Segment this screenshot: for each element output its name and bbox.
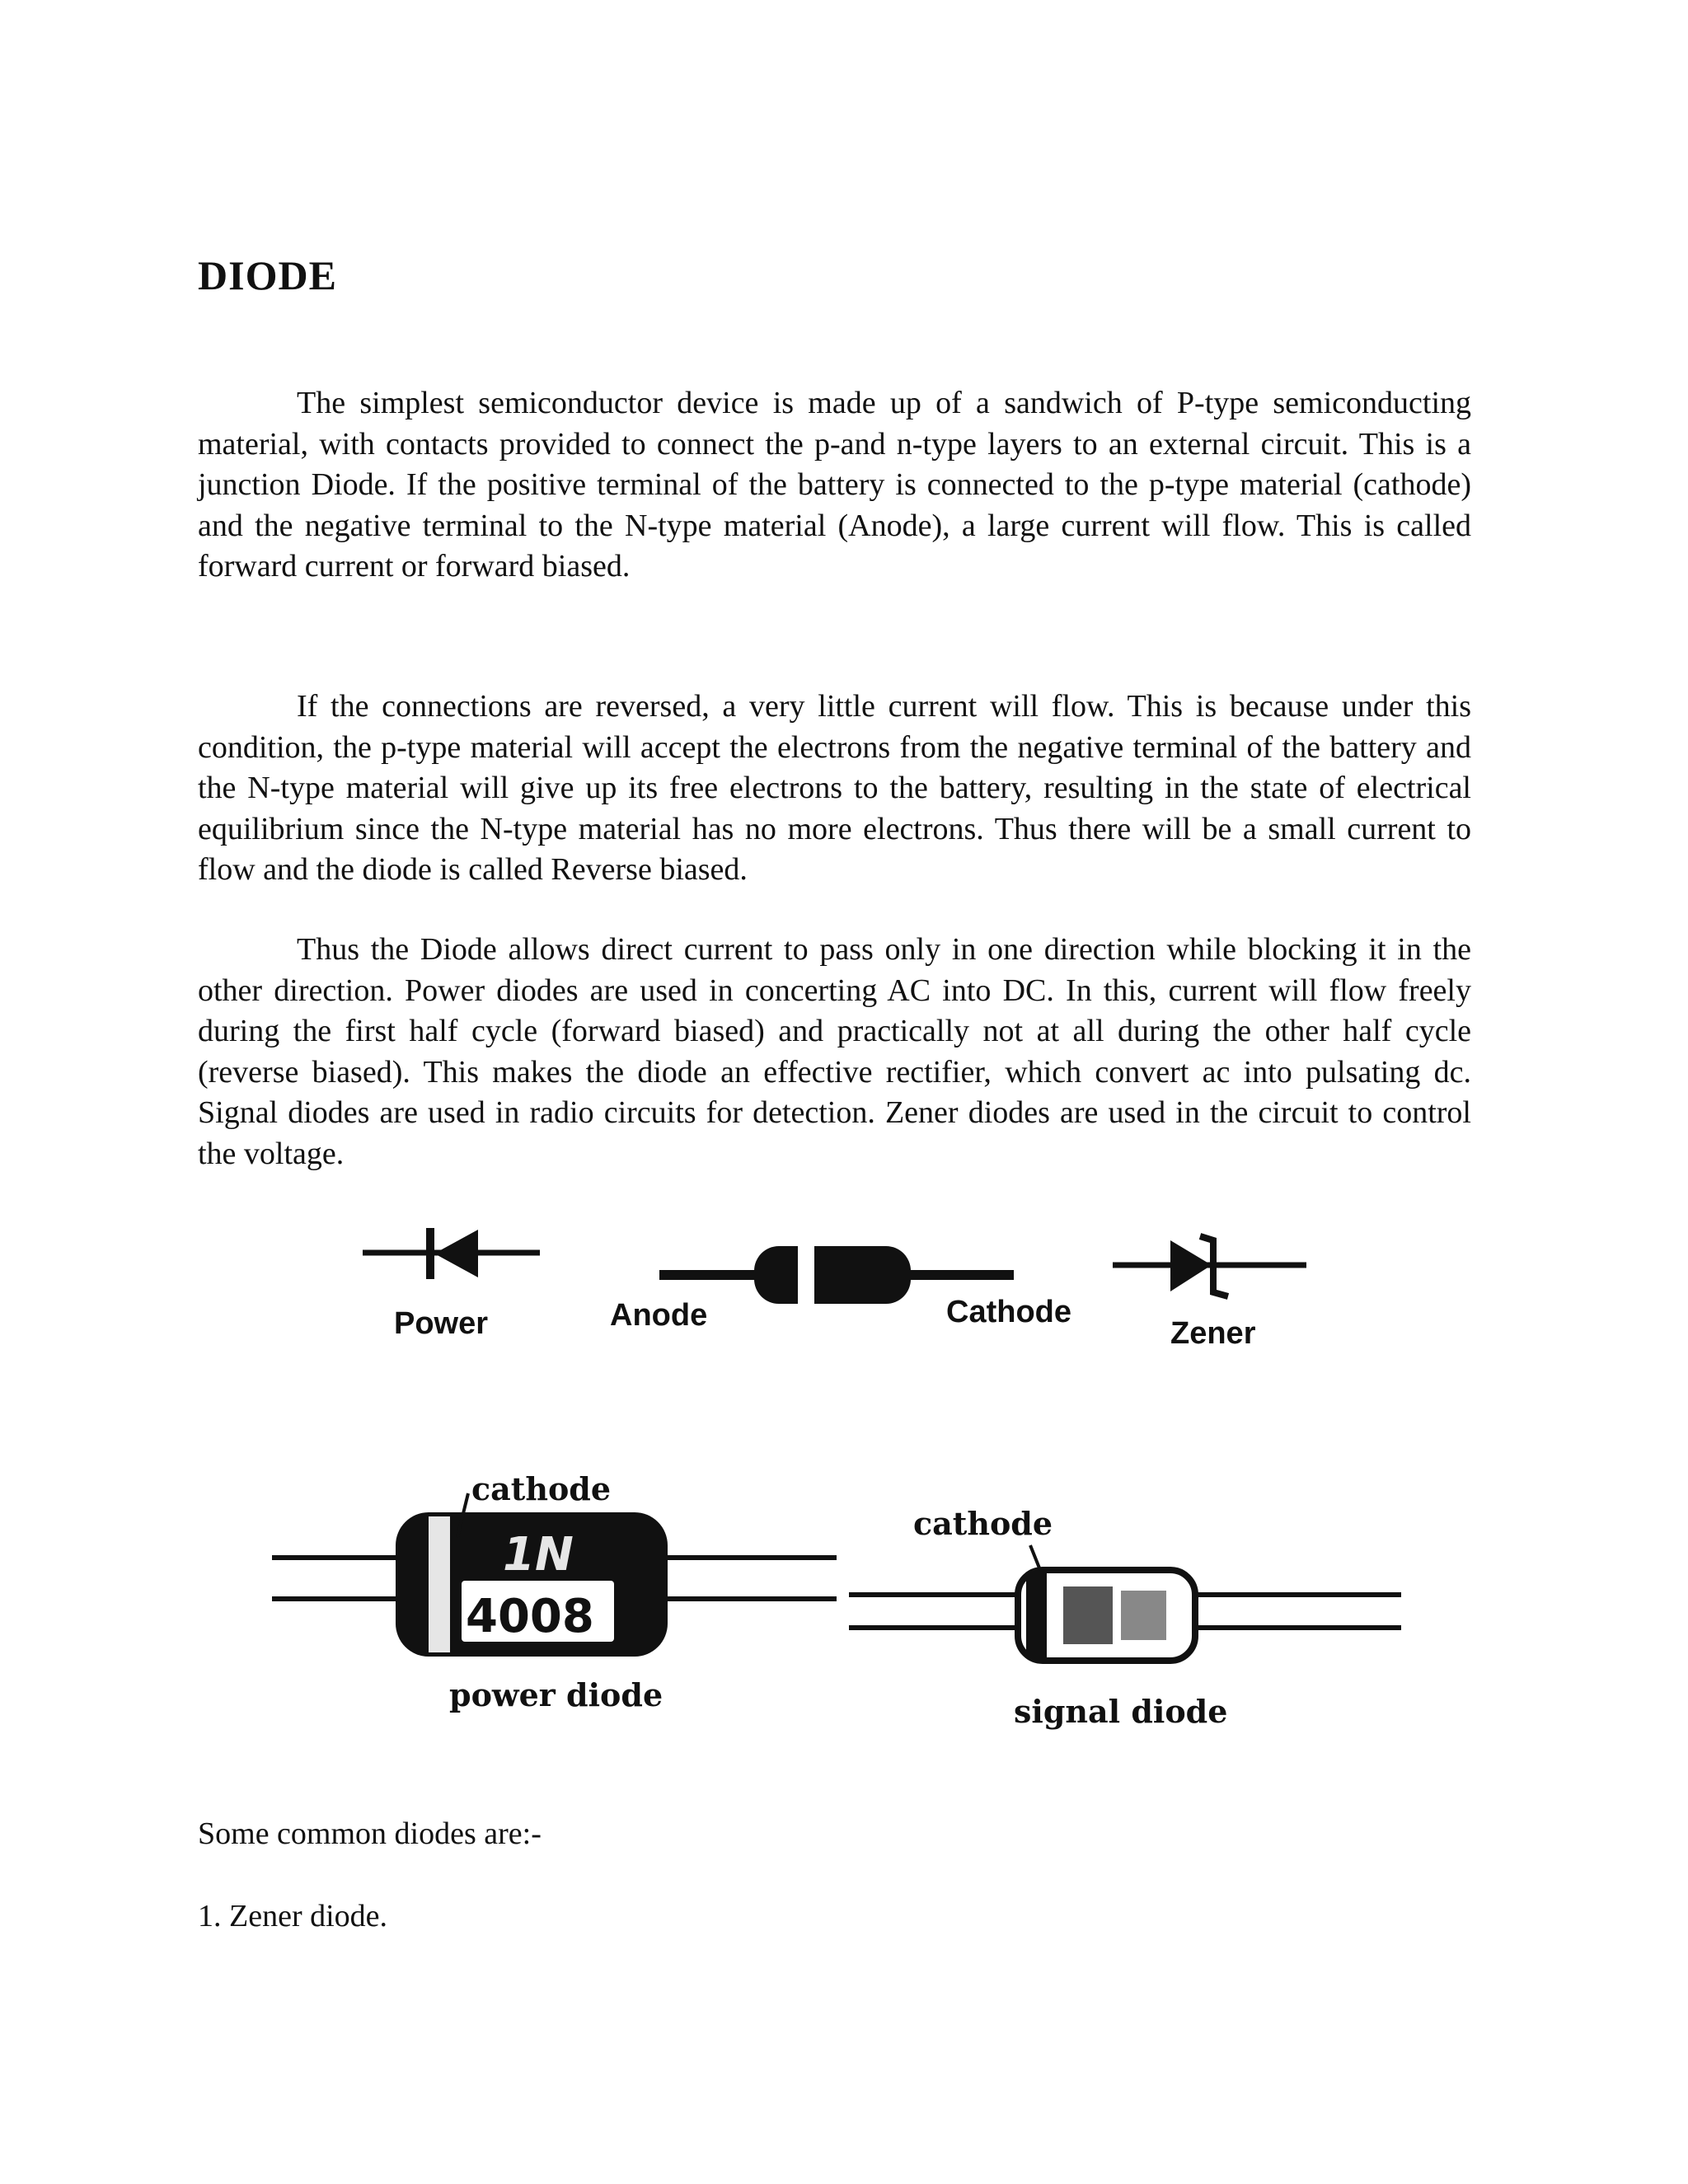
page-title: DIODE bbox=[198, 252, 337, 298]
paragraph-rectifier: Thus the Diode allows direct current to pass only in one direction while blocking it in the other direction. Power diodes are used in concerting AC into DC. In this, current will flow freely during the first half cycle (forward biased) and practically not at all during the other half cycle (reverse biased). This makes the diode an effective rectifier, which convert ac into pulsating dc. Signal diodes are used in radio circuits for detection. Zener diodes are used in the circuit to control the voltage. bbox=[198, 932, 1471, 1171]
power-diode-marking-bottom: 4008 bbox=[466, 1590, 594, 1643]
cathode-label: Cathode bbox=[946, 1295, 1071, 1329]
power-label: Power bbox=[394, 1306, 489, 1341]
paragraph-reverse-biased: If the connections are reversed, a very little current will flow. This is because under this condition, the p-type material will accept the electrons from the negative terminal of the battery and the N-type material will give up its free electrons to the battery, resulting in the state of electrical equilibrium since the N-type material has no more electrons. Thus there will be a small current to flow and the diode is called Reverse biased. bbox=[198, 689, 1471, 887]
power-diode-symbol bbox=[363, 1228, 540, 1279]
zener-diode-symbol bbox=[1113, 1236, 1306, 1296]
signal-diode-illustration bbox=[849, 1545, 1401, 1661]
list-item-zener: 1. Zener diode. bbox=[198, 1899, 388, 1933]
zener-label: Zener bbox=[1170, 1316, 1256, 1351]
power-diode-caption: power diode bbox=[449, 1676, 663, 1713]
signal-diode-cathode-label: cathode bbox=[913, 1505, 1053, 1542]
anode-label: Anode bbox=[610, 1298, 708, 1333]
power-diode-cathode-label: cathode bbox=[471, 1470, 612, 1507]
power-diode-marking-top: 1N bbox=[503, 1528, 574, 1582]
paragraph-junction-diode: The simplest semiconductor device is made up of a sandwich of P-type semiconducting material, with contacts provided to connect the p-and n-type layers to an external circuit. This is a junction Diode. If the positive terminal of the battery is connected to the p-type material (cathode) and the negative terminal to the N-type material (Anode), a large current will flow. This is called forward current or forward biased. bbox=[198, 386, 1471, 583]
signal-diode-caption: signal diode bbox=[1014, 1693, 1228, 1730]
list-intro: Some common diodes are:- bbox=[198, 1816, 542, 1851]
